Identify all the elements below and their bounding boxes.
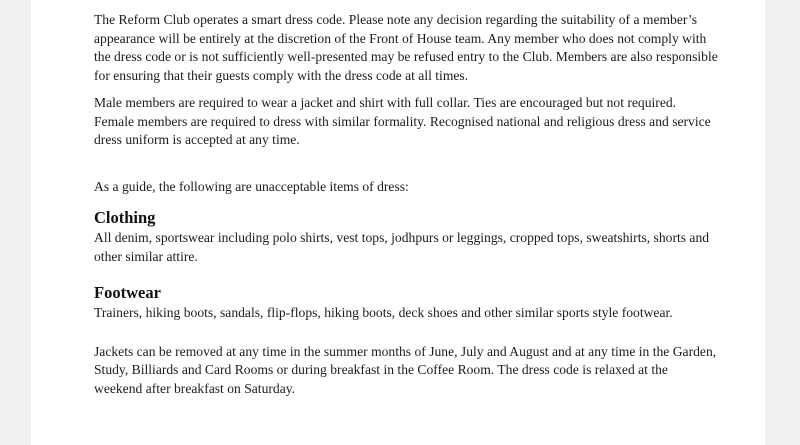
clothing-text: All denim, sportswear including polo shirts, vest tops, jodhpurs or leggings, cropped tops, sweatshirts, shorts and other similar attire. [94,230,710,264]
dress-code-content [94,11,719,398]
intro-paragraph: The Reform Club operates a smart dress code. Please note any decision regarding the suitability of a member’s appearance will be entirely at the discretion of the Front of House team. Any member who does not comply with the dress code or is not sufficiently well-presented may be refused entry to the Club. Members are also responsible for ensuring that their guests comply with the dress code at all times. [94,12,718,83]
guide-paragraph: As a guide, the following are unacceptable items of dress: [94,178,409,194]
clothing-heading: Clothing [94,208,156,227]
requirements-paragraph: Male members are required to wear a jacket and shirt with full collar. Ties are encouraged but not required. Female members are required to dress with similar formality. Recognised national and religious dress and service dress uniform is accepted at any time. [94,95,711,147]
closing-paragraph: Jackets can be removed at any time in the summer months of June, July and August and at any time in the Garden, Study, Billiards and Card Rooms or during breakfast in the Coffee Room. The dress code is relaxed at the weekend after breakfast on Saturday. [94,343,717,396]
footwear-text: Trainers, hiking boots, sandals, flip-flops, hiking boots, deck shoes and other similar sports style footwear. [94,305,673,320]
footwear-heading: Footwear [94,283,161,302]
document-page [31,0,765,445]
